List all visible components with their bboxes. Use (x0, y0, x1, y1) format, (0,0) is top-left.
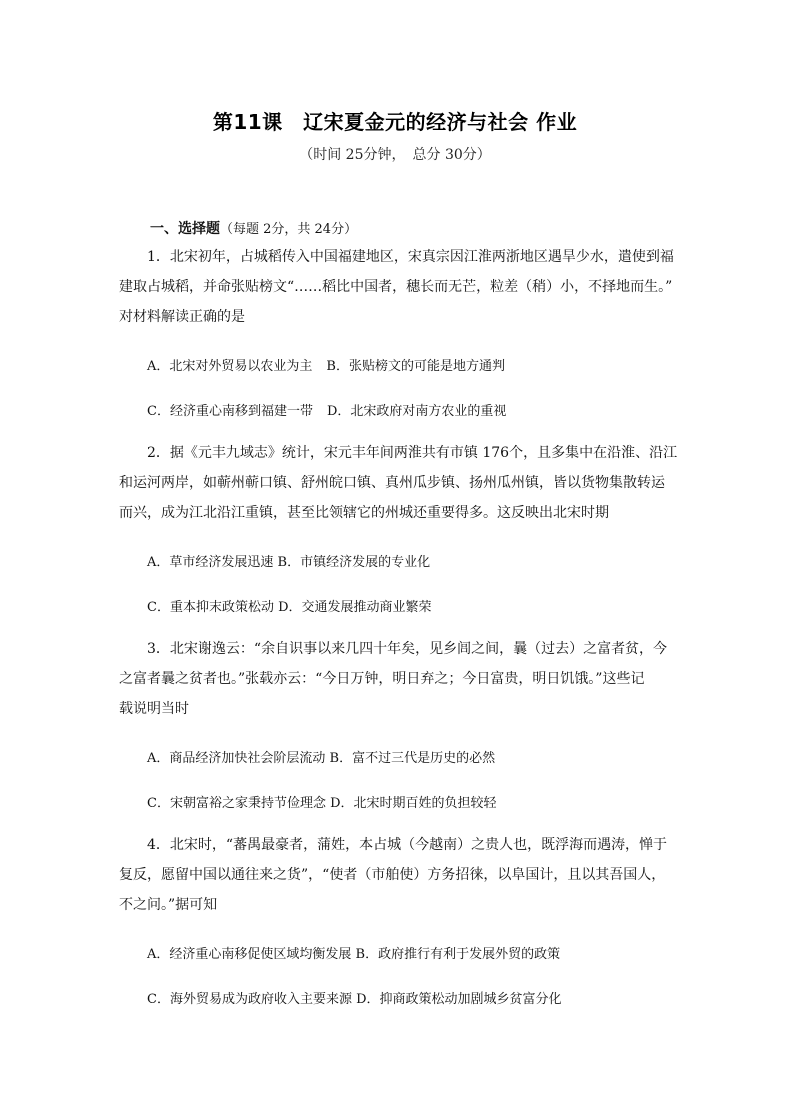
option-c: C．经济重心南移到福建一带 (147, 404, 313, 419)
option-a: A．北宋对外贸易以农业为主 (147, 359, 313, 374)
question-line: 4．北宋时，“蕃禺最豪者，蒲姓，本占城（今越南）之贵人也，既浮海而遇涛，惮于 (147, 837, 668, 853)
question-3-stem (119, 634, 679, 724)
option-ab: A．草市经济发展迅速 B．市镇经济发展的专业化 (147, 555, 431, 570)
page-title: 第11课 辽宋夏金元的经济与社会 作业 (212, 110, 578, 134)
question-line: 复反，愿留中国以通往来之货”，“使者（市舶使）方务招徕，以阜国计，且以其吾国人， (119, 867, 666, 883)
question-2-options-row-2 (147, 596, 432, 615)
question-4-options-row-2 (147, 988, 562, 1007)
section-name: 一、选择题 (150, 221, 220, 237)
question-2-stem (119, 438, 679, 528)
section-scoring-note: （每题 2分，共 24分） (220, 222, 358, 237)
question-line: 建取占城稻，并命张贴榜文“……稻比中国者，穗长而无芒，粒差（稍）小，不择地而生。” (119, 279, 673, 295)
question-1-options-row-1 (147, 355, 505, 374)
option-ab: A．商品经济加快社会阶层流动 B．富不过三代是历史的必然 (147, 751, 496, 766)
question-3-options-row-2 (147, 792, 497, 811)
question-line: 之富者曩之贫者也。”张载亦云：“今日万钟，明日弃之；今日富贵，明日饥饿。”这些记 (119, 671, 645, 687)
question-line: 3．北宋谢逸云：“余自识事以来几四十年矣，见乡闾之间，曩（过去）之富者贫，今 (147, 641, 668, 657)
question-line: 不之问。”据可知 (119, 897, 218, 913)
question-3-options-row-1 (147, 747, 495, 766)
question-4-options-row-1 (147, 943, 560, 962)
question-line: 而兴，成为江北沿江重镇，甚至比领辖它的州城还重要得多。这反映出北宋时期 (119, 505, 609, 521)
question-1-stem (119, 242, 679, 332)
option-cd: C．海外贸易成为政府收入主要来源 D．抑商政策松动加剧城乡贫富分化 (147, 992, 562, 1007)
option-b: B．张贴榜文的可能是地方通判 (326, 359, 505, 374)
question-1-options-row-2 (147, 400, 506, 419)
option-ab: A．经济重心南移促使区域均衡发展 B．政府推行有利于发展外贸的政策 (147, 947, 561, 962)
option-d: D．北宋政府对南方农业的重视 (326, 404, 507, 419)
time-score-note: （时间 25分钟， 总分 30分） (299, 147, 491, 163)
section-heading (150, 218, 357, 238)
question-4-stem (119, 830, 679, 920)
question-line: 2．据《元丰九域志》统计，宋元丰年间两淮共有市镇 176个，且多集中在沿淮、沿江 (147, 445, 678, 461)
question-line: 和运河两岸，如蕲州蕲口镇、舒州皖口镇、真州瓜步镇、扬州瓜州镇，皆以货物集散转运 (119, 475, 665, 491)
question-line: 对材料解读正确的是 (119, 309, 245, 325)
option-cd: C．重本抑末政策松动 D．交通发展推动商业繁荣 (147, 600, 432, 615)
option-cd: C．宋朝富裕之家秉持节俭理念 D．北宋时期百姓的负担较轻 (147, 796, 497, 811)
question-line: 载说明当时 (119, 701, 189, 717)
question-line: 1．北宋初年，占城稻传入中国福建地区，宋真宗因江淮两浙地区遇旱少水，遣使到福 (147, 249, 674, 265)
question-2-options-row-1 (147, 551, 430, 570)
